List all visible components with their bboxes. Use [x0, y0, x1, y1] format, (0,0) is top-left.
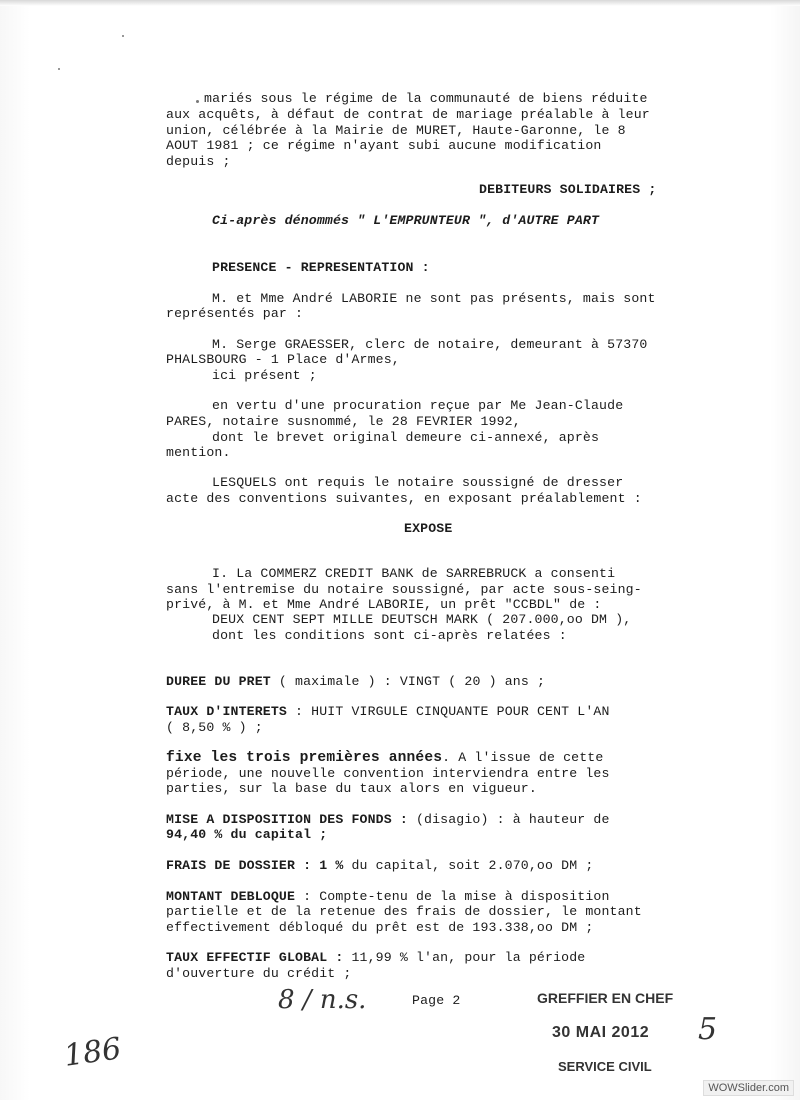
scan-speck	[58, 68, 60, 70]
frais-line	[166, 858, 593, 874]
presence-line: acte des conventions suivantes, en exposant préalablement :	[166, 491, 642, 506]
presence-line: représentés par :	[166, 306, 304, 321]
presence-line: LESQUELS ont requis le notaire soussigné de dresser	[212, 475, 624, 490]
mise-text: (disagio) : à hauteur de	[407, 812, 610, 827]
presence-line: PHALSBOURG - 1 Place d'Armes,	[166, 352, 400, 367]
scan-edge	[0, 0, 800, 6]
expose-line: DEUX CENT SEPT MILLE DEUTSCH MARK ( 207.000,oo DM ),	[212, 612, 632, 627]
teg-text: 11,99 % l'an, pour la période	[343, 950, 586, 965]
presence-line: ici présent ;	[212, 368, 317, 383]
frais-label: FRAIS DE DOSSIER : 1 %	[166, 858, 344, 873]
presence-line: M. Serge GRAESSER, clerc de notaire, demeurant à 57370	[212, 337, 648, 352]
duree-text: ( maximale ) : VINGT ( 20 ) ans ;	[270, 674, 546, 689]
fixe-bold: fixe les trois premières années	[166, 750, 443, 766]
fixe-line-3: parties, sur la base du taux alors en vigueur.	[166, 781, 537, 796]
taux-line-2: ( 8,50 % ) ;	[166, 720, 263, 735]
scan-speck	[196, 100, 199, 103]
duree-line	[166, 674, 545, 690]
presence-line: M. et Mme André LABORIE ne sont pas présents, mais sont	[212, 291, 656, 306]
presence-line: mention.	[166, 445, 231, 460]
debiteurs-heading: DEBITEURS SOLIDAIRES ;	[479, 182, 657, 197]
montant-line-3: effectivement débloqué du prêt est de 193.338,oo DM ;	[166, 920, 594, 935]
body-line: union, célébrée à la Mairie de MURET, Haute-Garonne, le 8	[166, 123, 626, 138]
expose-line: privé, à M. et Mme André LABORIE, un prêt "CCBDL" de :	[166, 597, 602, 612]
expose-heading: EXPOSE	[404, 521, 453, 536]
body-line: depuis ;	[166, 154, 231, 169]
body-line: aux acquêts, à défaut de contrat de mariage préalable à leur	[166, 107, 650, 122]
duree-label: DUREE DU PRET	[166, 674, 271, 689]
teg-line	[166, 950, 585, 966]
presence-line: PARES, notaire susnommé, le 28 FEVRIER 1992,	[166, 414, 521, 429]
emprunteur-designation: Ci-après dénommés " L'EMPRUNTEUR ", d'AUTRE PART	[212, 213, 600, 228]
body-line: AOUT 1981 ; ce régime n'ayant subi aucune modification	[166, 138, 602, 153]
scan-speck	[122, 35, 124, 37]
montant-text: : Compte-tenu de la mise à disposition	[295, 889, 610, 904]
taux-label: TAUX D'INTERETS	[166, 704, 287, 719]
service-stamp: SERVICE CIVIL	[558, 1059, 652, 1074]
handwritten-folio: 186	[61, 1031, 124, 1074]
expose-line: dont les conditions sont ci-après relatées :	[212, 628, 567, 643]
teg-line-2: d'ouverture du crédit ;	[166, 966, 352, 981]
presence-line: dont le brevet original demeure ci-annexé, après	[212, 430, 600, 445]
frais-text: du capital, soit 2.070,oo DM ;	[343, 858, 594, 873]
montant-line-2: partielle et de la retenue des frais de dossier, le montant	[166, 904, 642, 919]
fixe-rest: . A l'issue de cette	[442, 750, 604, 765]
expose-line: I. La COMMERZ CREDIT BANK de SARREBRUCK a consenti	[212, 566, 616, 581]
date-stamp: 30 MAI 2012	[552, 1024, 650, 1041]
fixe-line-2: période, une nouvelle convention interviendra entre les	[166, 766, 610, 781]
body-line: mariés sous le régime de la communauté de biens réduite	[204, 91, 648, 106]
montant-line	[166, 889, 610, 905]
mise-line-2: 94,40 % du capital ;	[166, 827, 328, 842]
presence-line: en vertu d'une procuration reçue par Me Jean-Claude	[212, 398, 624, 413]
fixe-line	[166, 750, 603, 766]
handwritten-number: 5	[698, 1012, 718, 1047]
greffier-stamp: GREFFIER EN CHEF	[537, 990, 674, 1006]
page-number: Page 2	[412, 993, 461, 1008]
teg-label: TAUX EFFECTIF GLOBAL :	[166, 950, 344, 965]
handwritten-initials: 8 / n.s.	[278, 985, 367, 1015]
taux-text: : HUIT VIRGULE CINQUANTE POUR CENT L'AN	[286, 704, 610, 719]
presence-heading: PRESENCE - REPRESENTATION :	[212, 260, 430, 275]
montant-label: MONTANT DEBLOQUE	[166, 889, 296, 904]
mise-label: MISE A DISPOSITION DES FONDS :	[166, 812, 408, 827]
mise-line	[166, 812, 610, 828]
expose-line: sans l'entremise du notaire soussigné, par acte sous-seing-	[166, 582, 642, 597]
taux-line	[166, 704, 610, 720]
watermark: WOWSlider.com	[703, 1080, 794, 1096]
